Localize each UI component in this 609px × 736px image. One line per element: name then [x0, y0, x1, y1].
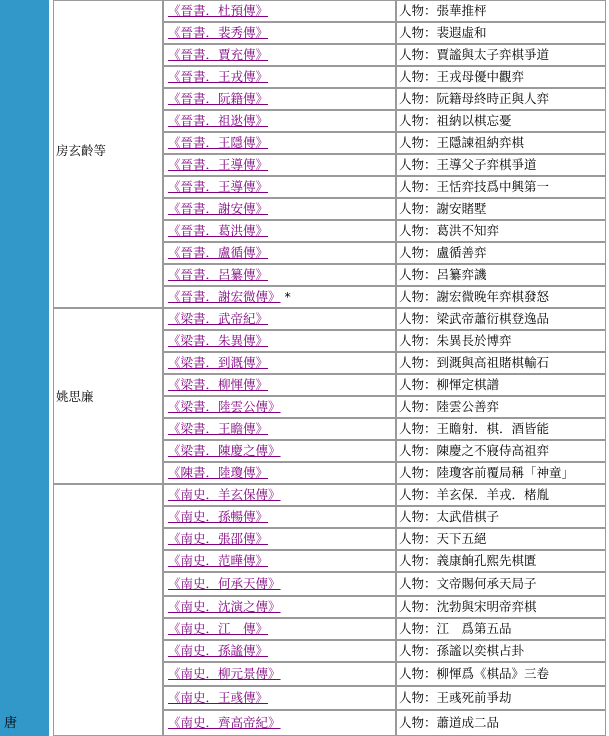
- source-link[interactable]: 《南史．王彧傳》: [168, 690, 269, 705]
- person-note: 人物：柳惲爲《棋品》三卷: [396, 662, 606, 686]
- source-cell: [163, 662, 396, 686]
- person-note: 人物：王恬弈技爲中興第一: [396, 176, 606, 198]
- person-note: 人物：羊玄保．羊戎．楮胤: [396, 484, 606, 506]
- person-note: 人物：裴遐虛和: [396, 22, 606, 44]
- source-cell: [163, 330, 396, 352]
- source-link[interactable]: 《晉書．阮籍傳》: [168, 91, 269, 106]
- person-note: 人物：義康餉孔熙先棋匱: [396, 550, 606, 572]
- compiler-cell: [53, 308, 163, 484]
- person-note: 人物：陳慶之不寢侍高祖弈: [396, 440, 606, 462]
- person-note: 人物：太武借棋子: [396, 506, 606, 528]
- source-cell: [163, 22, 396, 44]
- source-cell: [163, 506, 396, 528]
- source-link[interactable]: 《梁書．朱異傳》: [168, 333, 269, 348]
- source-cell: [163, 0, 396, 22]
- source-link[interactable]: 《晉書．杜預傳》: [168, 3, 269, 18]
- source-link[interactable]: 《晉書．謝宏微傳》: [168, 289, 281, 304]
- person-note: 人物：陸瓊客前覆局稱「神童」: [396, 462, 606, 484]
- source-cell: [163, 264, 396, 286]
- person-note: 人物：王彧死前爭劫: [396, 686, 606, 710]
- person-note: 人物：王隱諫祖納弈棋: [396, 132, 606, 154]
- source-cell: [163, 618, 396, 640]
- dynasty-column: [0, 0, 49, 736]
- person-note: 人物：阮籍母終時正與人弈: [396, 88, 606, 110]
- source-link[interactable]: 《梁書．武帝紀》: [168, 311, 269, 326]
- note-marker: *: [284, 289, 291, 304]
- compiler-name: 姚思廉: [56, 389, 94, 404]
- source-cell: [163, 640, 396, 662]
- source-cell: [163, 88, 396, 110]
- source-cell: [163, 242, 396, 264]
- source-link[interactable]: 《梁書．陳慶之傳》: [168, 443, 281, 458]
- source-link[interactable]: 《南史．范曄傳》: [168, 553, 269, 568]
- source-cell: [163, 528, 396, 550]
- source-cell: [163, 132, 396, 154]
- source-cell: [163, 176, 396, 198]
- source-link[interactable]: 《南史．羊玄保傳》: [168, 487, 281, 502]
- source-cell: [163, 110, 396, 132]
- source-link[interactable]: 《晉書．王導傳》: [168, 179, 269, 194]
- source-link[interactable]: 《晉書．王隱傳》: [168, 135, 269, 150]
- source-cell: [163, 352, 396, 374]
- source-link[interactable]: 《梁書．陸雲公傳》: [168, 399, 281, 414]
- source-link[interactable]: 《梁書．到溉傳》: [168, 355, 269, 370]
- source-link[interactable]: 《南史．孫暢傳》: [168, 509, 269, 524]
- person-note: 人物：王戎母優中觀弈: [396, 66, 606, 88]
- source-cell: [163, 550, 396, 572]
- person-note: 人物：文帝賜何承天局子: [396, 572, 606, 596]
- source-link[interactable]: 《陳書．陸瓊傳》: [168, 465, 269, 480]
- source-link[interactable]: 《梁書．王瞻傳》: [168, 421, 269, 436]
- source-cell: [163, 710, 396, 736]
- source-link[interactable]: 《南史．何承天傳》: [168, 576, 281, 591]
- source-cell: [163, 418, 396, 440]
- source-cell: [163, 154, 396, 176]
- source-link[interactable]: 《晉書．祖逖傳》: [168, 113, 269, 128]
- person-note: 人物：盧循善弈: [396, 242, 606, 264]
- source-link[interactable]: 《晉書．裴秀傳》: [168, 25, 269, 40]
- person-note: 人物：朱異長於博弈: [396, 330, 606, 352]
- person-note: 人物：謝宏微晚年弈棋發怒: [396, 286, 606, 308]
- source-cell: [163, 198, 396, 220]
- person-note: 人物：張華推枰: [396, 0, 606, 22]
- source-link[interactable]: 《南史．孫謐傳》: [168, 643, 269, 658]
- source-cell: [163, 440, 396, 462]
- person-note: 人物：柳惲定棋譜: [396, 374, 606, 396]
- source-cell: [163, 374, 396, 396]
- person-note: 人物：梁武帝蕭衍棋登逸品: [396, 308, 606, 330]
- person-note: 人物：江 爲第五品: [396, 618, 606, 640]
- compiler-name: 房玄齡等: [56, 143, 107, 158]
- source-link[interactable]: 《晉書．謝安傳》: [168, 201, 269, 216]
- source-link[interactable]: 《晉書．王導傳》: [168, 157, 269, 172]
- person-note: 人物：天下五絕: [396, 528, 606, 550]
- source-cell: [163, 686, 396, 710]
- person-note: 人物：謝安賭墅: [396, 198, 606, 220]
- person-note: 人物：王瞻射．棋．酒皆能: [396, 418, 606, 440]
- source-link[interactable]: 《南史．張邵傳》: [168, 531, 269, 546]
- person-note: 人物：陸雲公善弈: [396, 396, 606, 418]
- source-cell: [163, 66, 396, 88]
- person-note: 人物：呂纂弈譏: [396, 264, 606, 286]
- source-link[interactable]: 《晉書．盧循傳》: [168, 245, 269, 260]
- source-link[interactable]: 《晉書．呂纂傳》: [168, 267, 269, 282]
- source-link[interactable]: 《晉書．王戎傳》: [168, 69, 269, 84]
- person-note: 人物：蕭道成二品: [396, 710, 606, 736]
- source-cell: [163, 220, 396, 242]
- compiler-cell: [53, 484, 163, 736]
- person-note: 人物：孫謐以奕棋占卦: [396, 640, 606, 662]
- person-note: 人物：沈勃與宋明帝弈棋: [396, 596, 606, 618]
- source-cell: [163, 308, 396, 330]
- person-note: 人物：賈謐與太子弈棋爭道: [396, 44, 606, 66]
- person-note: 人物：到溉與高祖賭棋輸石: [396, 352, 606, 374]
- source-link[interactable]: 《南史．柳元景傳》: [168, 666, 281, 681]
- source-link[interactable]: 《南史．齊高帝紀》: [168, 715, 281, 730]
- person-note: 人物：王導父子弈棋爭道: [396, 154, 606, 176]
- source-link[interactable]: 《南史．江 傳》: [168, 621, 269, 636]
- source-cell: [163, 462, 396, 484]
- source-cell: [163, 484, 396, 506]
- source-link[interactable]: 《梁書．柳惲傳》: [168, 377, 269, 392]
- person-note: 人物：祖納以棋忘憂: [396, 110, 606, 132]
- source-link[interactable]: 《晉書．賈充傳》: [168, 47, 269, 62]
- source-cell: [163, 44, 396, 66]
- source-cell: [163, 596, 396, 618]
- source-link[interactable]: 《南史．沈演之傳》: [168, 599, 281, 614]
- dynasty-label: 唐: [4, 716, 18, 731]
- compiler-cell: [53, 0, 163, 308]
- person-note: 人物：葛洪不知弈: [396, 220, 606, 242]
- source-cell: [163, 286, 396, 308]
- source-cell: [163, 572, 396, 596]
- source-link[interactable]: 《晉書．葛洪傳》: [168, 223, 269, 238]
- source-cell: [163, 396, 396, 418]
